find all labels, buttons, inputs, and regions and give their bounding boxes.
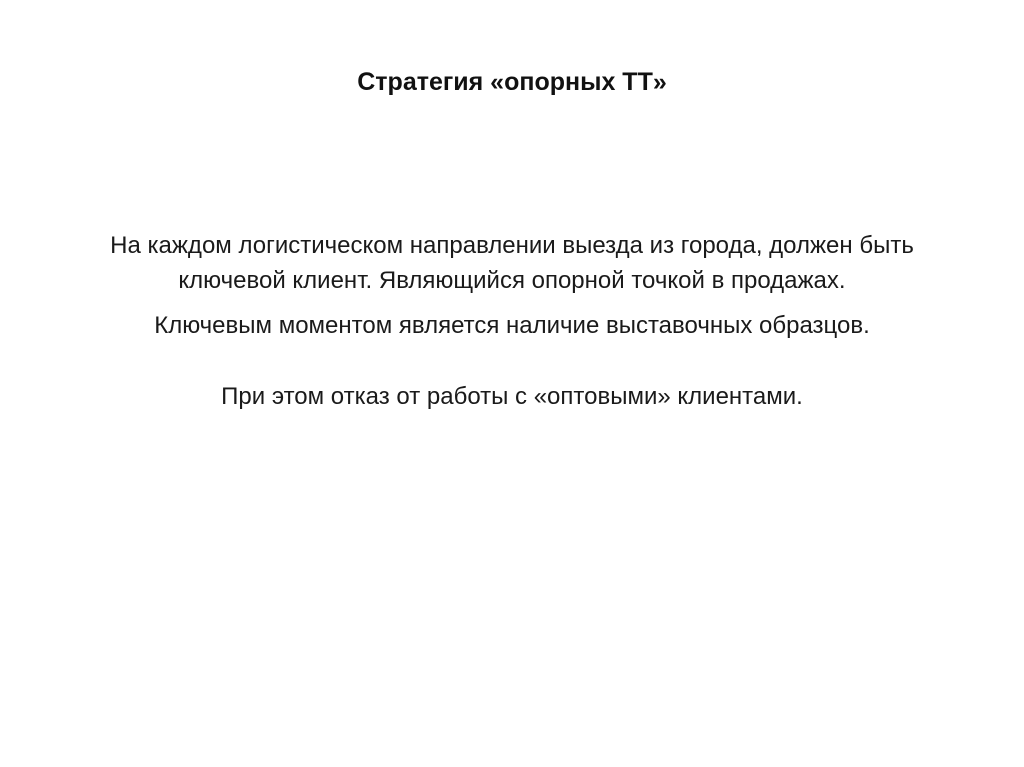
body-paragraph-wholesale: При этом отказ от работы с «оптовыми» клиентами.	[221, 383, 803, 410]
body-paragraph-logistics: На каждом логистическом направлении выезда из города, должен быть ключевой клиент. Являющийся опорной точкой в продажах.	[110, 232, 914, 294]
slide-title: Стратегия «опорных ТТ»	[357, 68, 667, 96]
slide-body	[62, 228, 962, 414]
body-paragraph-samples: Ключевым моментом является наличие выставочных образцов.	[154, 312, 870, 339]
